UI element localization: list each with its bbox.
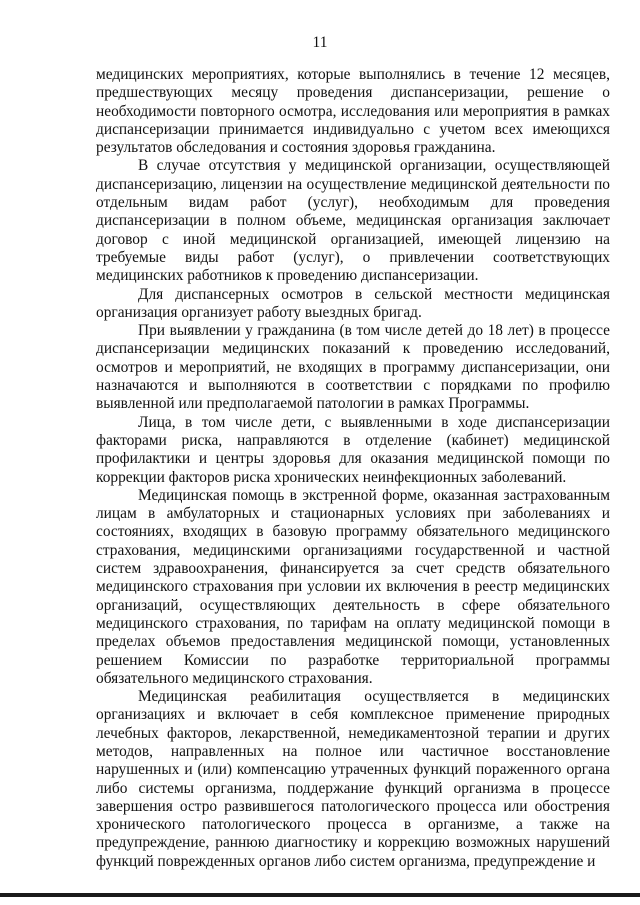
bottom-border-line [0,893,640,897]
paragraph-risk-factors: Лица, в том числе дети, с выявленными в ходе диспансеризации факторами риска, направляются в отделение (кабинет) медицинской профилактики и центры здоровья для оказания медицинской помощи по коррекции факторов риска хронических неинфекционных заболеваний. [96,413,610,486]
document-body [96,66,610,871]
page-number: 11 [312,34,328,51]
paragraph-license: В случае отсутствия у медицинской организации, осуществляющей диспансеризацию, лицензии на осуществление медицинской деятельности по отдельным видам работ (услуг), необходимым для проведения диспансеризации в полном объеме, медицинская организация заключает договор с иной медицинской организацией, имеющей лицензию на требуемые виды работ (услуг), о привлечении соответствующих медицинских работников к проведению диспансеризации. [96,157,610,285]
paragraph-rehabilitation: Медицинская реабилитация осуществляется в медицинских организациях и включает в себя комплексное применение природных лечебных факторов, лекарственной, немедикаментозной терапии и других методов, направленных на полное или частичное восстановление нарушенных и (или) компенсацию утраченных функций пораженного органа либо системы организма, поддержание функций организма в процессе завершения остро развившегося патологического процесса или обострения хронического патологического процесса в организме, а также на предупреждение, раннюю диагностику и коррекцию возможных нарушений функций поврежденных органов либо систем организма, предупреждение и [96,688,610,870]
paragraph-emergency-care: Медицинская помощь в экстренной форме, оказанная застрахованным лицам в амбулаторных и стационарных условиях при заболеваниях и состояниях, входящих в базовую программу обязательного медицинского страхования, медицинскими организациями государственной и частной систем здравоохранения, финансируется за счет средств обязательного медицинского страхования при условии их включения в реестр медицинских организаций, осуществляющих деятельность в сфере обязательного медицинского страхования, по тарифам на оплату медицинской помощи в пределах объемов предоставления медицинской помощи, установленных решением Комиссии по разработке территориальной программы обязательного медицинского страхования. [96,486,610,687]
paragraph-rural-brigades: Для диспансерных осмотров в сельской местности медицинская организация организует работу выездных бригад. [96,285,610,321]
paragraph-continuation: медицинских мероприятиях, которые выполнялись в течение 12 месяцев, предшествующих месяцу проведения диспансеризации, решение о необходимости повторного осмотра, исследования или мероприятия в рамках диспансеризации принимается индивидуально с учетом всех имеющихся результатов обследования и состояния здоровья гражданина. [96,66,610,157]
paragraph-indications: При выявлении у гражданина (в том числе детей до 18 лет) в процессе диспансеризации медицинских показаний к проведению исследований, осмотров и мероприятий, не входящих в программу диспансеризации, они назначаются и выполняются в соответствии с порядками по профилю выявленной или предполагаемой патологии в рамках Программы. [96,322,610,413]
